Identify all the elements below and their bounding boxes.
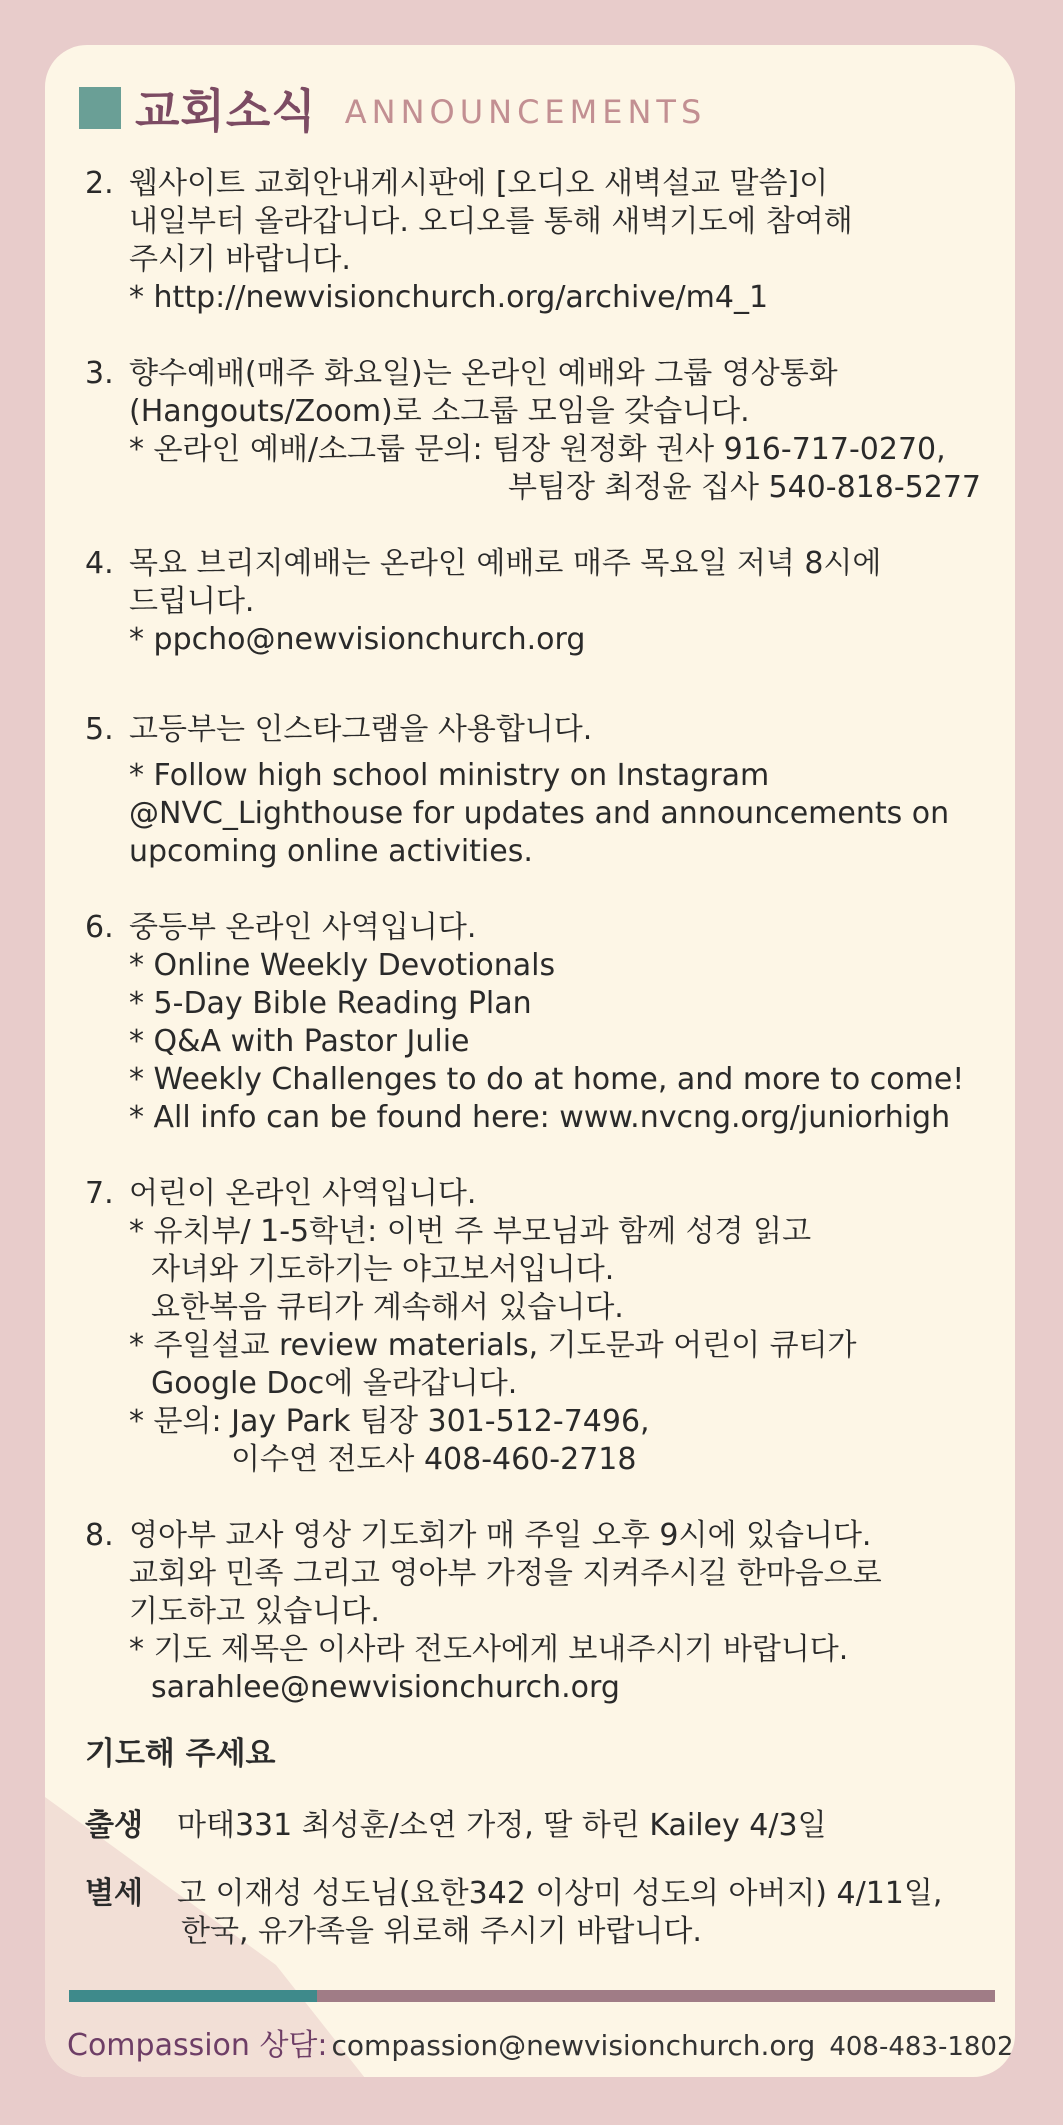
item-number: 2. <box>85 166 114 201</box>
footer <box>67 2020 1014 2064</box>
birth-text: 마태331 최성훈/소연 가정, 딸 하린 Kailey 4/3일 <box>177 1808 827 1843</box>
item-text: 목요 브리지예배는 온라인 예배로 매주 목요일 저녁 8시에 <box>129 546 882 581</box>
item-number: 5. <box>85 712 114 747</box>
item-text: 요한복음 큐티가 계속해서 있습니다. <box>151 1290 624 1325</box>
prayer-birth <box>85 1807 995 1845</box>
item-text: 자녀와 기도하기는 야고보서입니다. <box>151 1252 615 1287</box>
item-text: * 5-Day Bible Reading Plan <box>129 986 532 1021</box>
section-title-en: ANNOUNCEMENTS <box>344 93 707 131</box>
item-number: 8. <box>85 1518 114 1553</box>
section-header <box>79 73 706 143</box>
item-text: * 주일설교 review materials, 기도문과 어린이 큐티가 <box>129 1328 857 1363</box>
birth-label: 출생 <box>85 1808 143 1843</box>
prayer-section <box>85 1735 995 1981</box>
item-number: 4. <box>85 546 114 581</box>
announcement-card <box>45 45 1015 2077</box>
item-text: @NVC_Lighthouse for updates and announcements on <box>129 796 950 831</box>
item-text: * 온라인 예배/소그룹 문의: 팀장 원정화 권사 916-717-0270, <box>129 432 946 467</box>
divider-bar <box>69 1990 995 2002</box>
item-text: 향수예배(매주 화요일)는 온라인 예배와 그룹 영상통화 <box>129 356 838 391</box>
item-text: 내일부터 올라갑니다. 오디오를 통해 새벽기도에 참여해 <box>129 204 853 239</box>
item-text: * Q&A with Pastor Julie <box>129 1024 470 1059</box>
item-text: * 문의: Jay Park 팀장 301-512-7496, <box>129 1404 650 1439</box>
item-number: 7. <box>85 1176 114 1211</box>
divider-mauve <box>317 1990 995 2002</box>
item-text: 어린이 온라인 사역입니다. <box>129 1176 477 1211</box>
item-text: 드립니다. <box>129 584 255 619</box>
square-bullet-icon <box>79 87 121 129</box>
item-text: 웹사이트 교회안내게시판에 [오디오 새벽설교 말씀]이 <box>129 166 829 201</box>
item-text: 영아부 교사 영상 기도회가 매 주일 오후 9시에 있습니다. <box>129 1518 872 1553</box>
announcement-item-5 <box>85 711 995 871</box>
compassion-label: Compassion 상담: <box>67 2028 328 2063</box>
divider-teal <box>69 1990 317 2002</box>
email-link[interactable]: sarahlee@newvisionchurch.org <box>151 1670 620 1705</box>
compassion-email[interactable]: compassion@newvisionchurch.org <box>331 2029 816 2062</box>
item-number: 3. <box>85 356 114 391</box>
item-text: * Online Weekly Devotionals <box>129 948 556 983</box>
item-text: * Follow high school ministry on Instagram <box>129 758 770 793</box>
junior-high-link[interactable]: * All info can be found here: www.nvcng.org/juniorhigh <box>129 1100 951 1135</box>
announcement-item-7 <box>85 1175 995 1479</box>
item-text: * 기도 제목은 이사라 전도사에게 보내주시기 바랍니다. <box>129 1632 849 1667</box>
section-title-ko: 교회소식 <box>135 84 317 138</box>
announcement-item-6 <box>85 909 995 1137</box>
item-number: 6. <box>85 910 114 945</box>
item-text: * 유치부/ 1-5학년: 이번 주 부모님과 함께 성경 읽고 <box>129 1214 812 1249</box>
announcement-item-8 <box>85 1517 995 1707</box>
compassion-phone[interactable]: 408-483-1802 <box>829 2032 1014 2062</box>
item-text: 고등부는 인스타그램을 사용합니다. <box>129 712 593 747</box>
email-link[interactable]: * ppcho@newvisionchurch.org <box>129 622 586 657</box>
announcement-item-2 <box>85 165 995 317</box>
item-text: (Hangouts/Zoom)로 소그룹 모임을 갖습니다. <box>129 394 750 429</box>
announcement-item-3 <box>85 355 995 507</box>
item-text: * Weekly Challenges to do at home, and more to come! <box>129 1062 965 1097</box>
death-text: 한국, 유가족을 위로해 주시기 바랍니다. <box>181 1914 702 1949</box>
death-text: 고 이재성 성도님(요한342 이상미 성도의 아버지) 4/11일, <box>177 1876 943 1911</box>
item-text: 부팀장 최정윤 집사 540-818-5277 <box>508 470 981 505</box>
item-text: upcoming online activities. <box>129 834 533 869</box>
prayer-title: 기도해 주세요 <box>85 1736 276 1772</box>
item-text: 기도하고 있습니다. <box>129 1594 380 1629</box>
announcement-item-4 <box>85 545 995 659</box>
item-text: 주시기 바랍니다. <box>129 242 351 277</box>
item-text: Google Doc에 올라갑니다. <box>151 1366 518 1401</box>
archive-link[interactable]: * http://newvisionchurch.org/archive/m4_1 <box>129 280 769 315</box>
death-label: 별세 <box>85 1876 143 1911</box>
prayer-death <box>85 1875 995 1951</box>
item-text: 이수연 전도사 408-460-2718 <box>231 1442 637 1477</box>
announcement-list <box>85 165 995 1745</box>
item-text: 교회와 민족 그리고 영아부 가정을 지켜주시길 한마음으로 <box>129 1556 882 1591</box>
item-text: 중등부 온라인 사역입니다. <box>129 910 477 945</box>
